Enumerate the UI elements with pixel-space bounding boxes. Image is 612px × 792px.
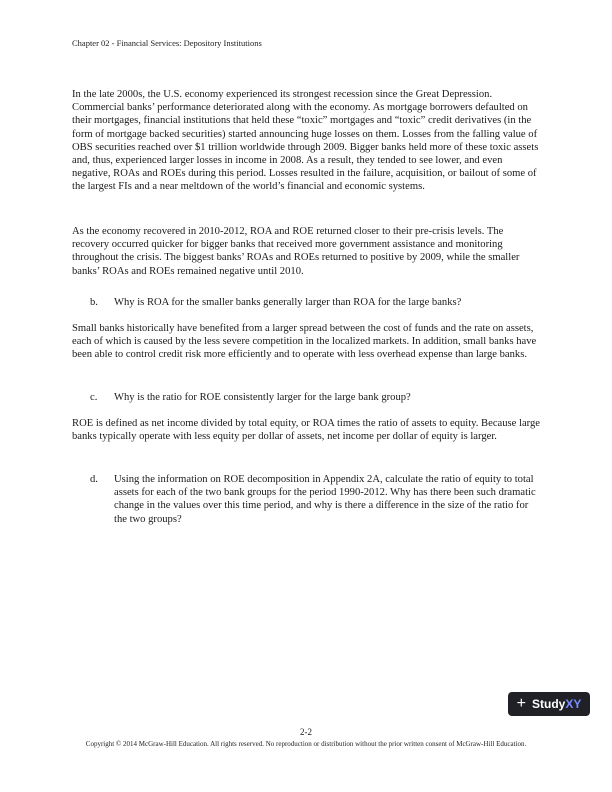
question-b-text: Why is ROA for the smaller banks generally larger than ROA for the large banks? (114, 297, 462, 308)
question-b-letter: b. (90, 297, 98, 308)
question-b (90, 296, 542, 309)
question-d-letter: d. (90, 474, 98, 485)
paragraph-recession: In the late 2000s, the U.S. economy experienced its strongest recession since the Great Depression. Commercial banks’ performance deteriorated along with the economy. As mortgage borrowers defaulted on their mortgages, financial institutions that held these “toxic” mortgages and “toxic” credit derivatives (in the form of mortgage backed securities) started announcing huge losses on them. Losses from the falling value of OBS securities reached over $1 trillion worldwide through 2009. Bigger banks held more of these toxic assets and, thus, experienced larger losses in income in 2008. As a result, they tended to see lower, and even negative, ROAs and ROEs during this period. Losses resulted in the failure, acquisition, or bailout of some of the largest FIs and a near meltdown of the world’s financial and economic systems. (72, 89, 539, 193)
question-d-text: Using the information on ROE decomposition in Appendix 2A, calculate the ratio of equity to total assets for each of the two bank groups for the period 1990-2012. Why has there been such dramatic change in the values over this time period, and why is there a difference in the size of the ratio for the two groups? (114, 474, 536, 525)
question-c-text: Why is the ratio for ROE consistently larger for the large bank group? (114, 392, 411, 403)
question-d (90, 473, 542, 526)
copyright-notice: Copyright © 2014 McGraw-Hill Education. All rights reserved. No reproduction or distribution without the prior written consent of McGraw-Hill Education. (85, 740, 527, 748)
paragraph-roe: ROE is defined as net income divided by total equity, or ROA times the ratio of assets to equity. Because large banks typically operate with less equity per dollar of assets, net income per dollar of equity is larger. (72, 418, 540, 443)
brand-accent: XY (565, 697, 582, 711)
chapter-header: Chapter 02 - Financial Services: Depository Institutions (72, 38, 262, 48)
page-number: 2-2 (300, 727, 312, 737)
studyxy-badge[interactable] (508, 692, 590, 716)
paragraph-recovery: As the economy recovered in 2010-2012, ROA and ROE returned closer to their pre-crisis levels. The recovery occurred quicker for bigger banks that received more government assistance and monitoring throughout the crisis. The biggest banks’ ROAs and ROEs returned to positive by 2009, while the smaller banks’ ROAs and ROEs remained negative until 2010. (72, 226, 520, 277)
plus-icon: + (516, 695, 526, 712)
brand-main: Study (531, 697, 566, 711)
question-c-letter: c. (90, 392, 98, 403)
question-c (90, 391, 542, 404)
paragraph-small-banks: Small banks historically have benefited from a larger spread between the cost of funds and the rate on assets, each of which is caused by the less severe competition in the localized markets. In addition, small banks have been able to control credit risk more efficiently and to operate with less overhead expense than large banks. (72, 323, 537, 361)
